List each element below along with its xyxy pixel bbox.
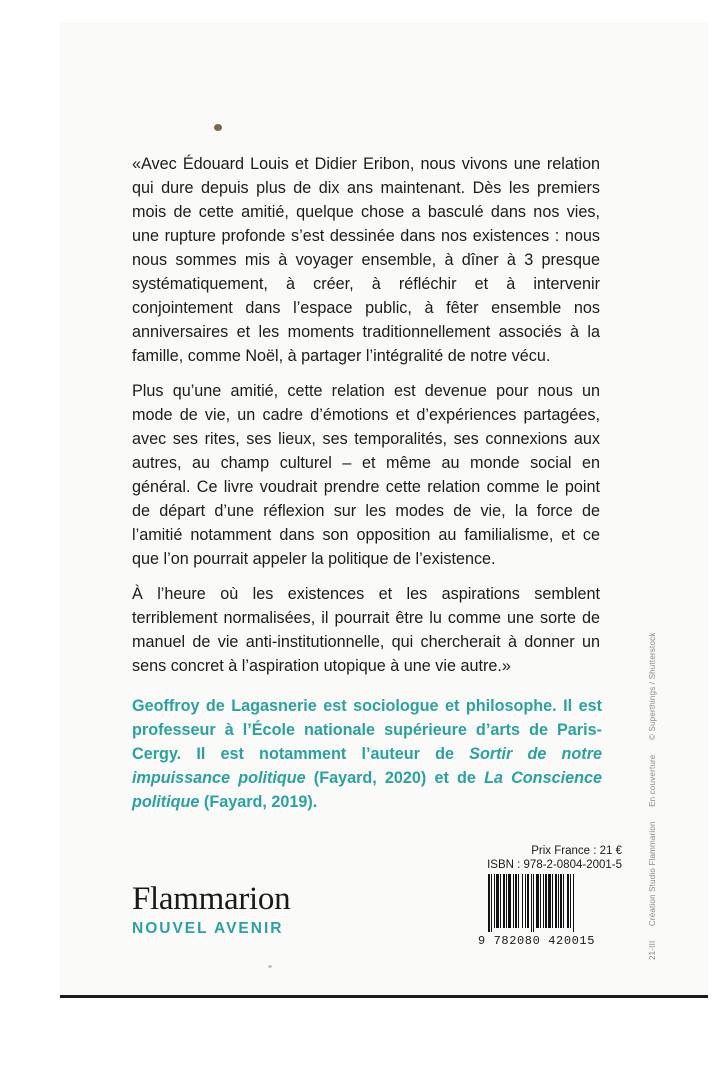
price-text: Prix France : 21 € [531, 845, 622, 857]
quote-paragraph-2: Plus qu’une amitié, cette relation est devenue pour nous un mode de vie, un cadre d’émotions et d’expériences partagées, avec ses rites, ses lieux, ses temporalités, ses connexions aux autres, au champ culturel – et même au monde social en général. Ce livre voudrait prendre cette relation comme le point de départ d’une réflexion sur les modes de vie, la force de l’amitié notamment dans son opposition au familialisme, et ce que l’on pourrait appeler la politique de l’existence. [132, 382, 600, 568]
spine-credits [648, 620, 657, 960]
bio-text-2: (Fayard, 2020) et de [305, 769, 485, 787]
barcode-bar [543, 874, 544, 928]
barcode-bar [555, 874, 557, 928]
barcode-bar [491, 874, 492, 932]
collection-name: NOUVEL AVENIR [132, 920, 284, 937]
bio-book-title-2: La Conscience politique [132, 769, 602, 811]
barcode [478, 874, 624, 956]
barcode-bar [518, 874, 519, 928]
barcode-bar [531, 874, 532, 932]
back-cover [60, 22, 708, 998]
bio-text-1: Geoffroy de Lagasnerie est sociologue et philosophe. Il est professeur à l’École nationale supérieure d’arts de Paris-Cergy. Il est notamment l’auteur de [132, 697, 602, 763]
barcode-bar [488, 874, 490, 932]
barcode-bar [573, 874, 574, 932]
barcode-bars [478, 874, 624, 932]
barcode-bar [506, 874, 507, 928]
barcode-bar [540, 874, 541, 928]
isbn-text: ISBN : 978-2-0804-2001-5 [487, 859, 622, 871]
barcode-bar [500, 874, 501, 928]
publisher-name: Flammarion [132, 881, 291, 917]
barcode-bar [508, 874, 511, 928]
quote-paragraph-1: «Avec Édouard Louis et Didier Eribon, nous vivons une relation qui dure depuis plus de dix ans maintenant. Dès les premiers mois de cette amitié, quelque chose a basculé dans nos vies, une rupture profonde s’est dessinée dans nos existences : nous nous sommes mis à voyager ensemble, à dîner à 3 presque systématiquement, à créer, à réfléchir et à intervenir conjointement dans l’espace public, à fêter ensemble nos anniversaires et les moments traditionnellement associés à la famille, comme Noël, à partager l’intégralité de notre vécu. [132, 155, 600, 365]
publisher-logo [132, 880, 290, 938]
barcode-bar [570, 874, 571, 928]
barcode-bar [563, 874, 564, 928]
print-code: 21-III [648, 940, 657, 960]
barcode-bar [522, 874, 523, 928]
photo-credit: © Superthings / Shutterstock [648, 632, 657, 741]
barcode-bar [525, 874, 526, 928]
quote-paragraph-3: À l’heure où les existences et les aspirations semblent terriblement normalisées, il pourrait être lu comme une sorte de manuel de vie anti-institutionnelle, qui chercherait à donner un sens concret à l’aspiration utopique à une vie autre.» [132, 585, 600, 675]
barcode-bar [552, 874, 553, 928]
barcode-bar [558, 874, 559, 928]
cover-label: En couverture [648, 754, 657, 807]
blurb-quote [132, 152, 600, 689]
barcode-bar [567, 874, 569, 928]
barcode-bar [548, 874, 551, 928]
barcode-bar [536, 874, 539, 928]
barcode-bar [560, 874, 562, 928]
print-speck [268, 965, 272, 968]
studio-credit: Création Studio Flammarion [648, 821, 657, 927]
barcode-bar [503, 874, 505, 928]
barcode-bar [513, 874, 514, 928]
bio-book-title-1: Sortir de notre impuissance politique [132, 745, 602, 787]
author-bio [132, 694, 602, 814]
barcode-bar [494, 874, 495, 928]
barcode-bar [515, 874, 517, 928]
print-speck [214, 124, 222, 131]
barcode-bar [527, 874, 529, 928]
barcode-bar [533, 874, 534, 932]
bio-text-3: (Fayard, 2019). [199, 793, 318, 811]
price-info [480, 844, 622, 872]
barcode-bar [496, 874, 499, 928]
barcode-digits: 9 782080 420015 [478, 934, 596, 948]
barcode-bar [545, 874, 547, 928]
